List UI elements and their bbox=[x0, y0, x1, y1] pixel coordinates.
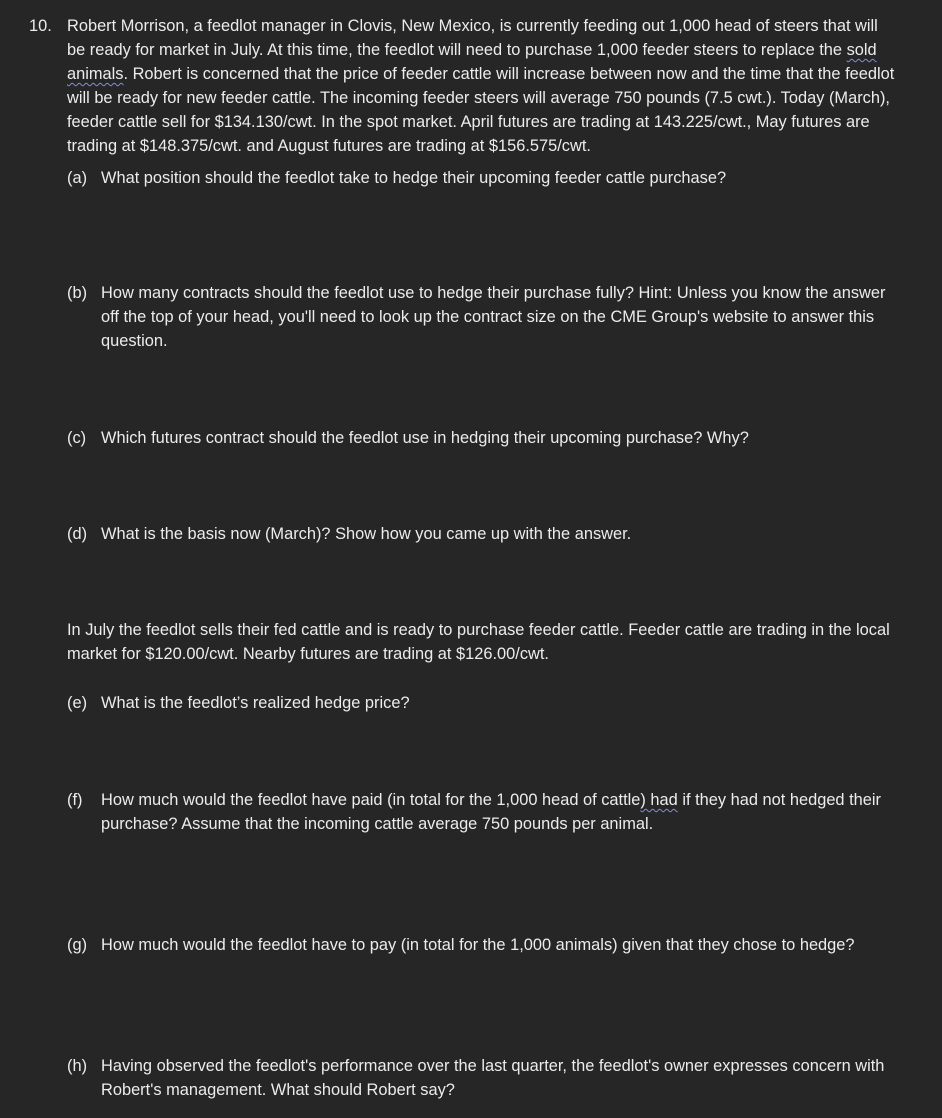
part-d-text: What is the basis now (March)? Show how you came up with the answer. bbox=[101, 525, 632, 543]
part-e-text: What is the feedlot’s realized hedge price? bbox=[101, 694, 410, 712]
part-f-label: (f) bbox=[67, 791, 83, 809]
part-b-label: (b) bbox=[67, 284, 88, 302]
part-f-text bbox=[101, 788, 907, 836]
part-d bbox=[67, 522, 907, 546]
part-g bbox=[67, 933, 907, 957]
part-f-text-start: How much would the feedlot have paid (in total for the 1,000 head of cattle bbox=[101, 791, 641, 809]
part-e bbox=[67, 691, 907, 715]
part-f-text-end: if they had not hedged their purchase? Assume that the incoming cattle average 750 pounds per animal. bbox=[101, 791, 881, 833]
spellcheck-underlined-text: ) had bbox=[640, 791, 678, 809]
part-b-text: How many contracts should the feedlot use to hedge their purchase fully? Hint: Unless you know the answer off the top of your head, you'll need to look up the contract size on the CME Group's website to answer this question. bbox=[101, 284, 886, 350]
part-e-label: (e) bbox=[67, 694, 88, 712]
question-text bbox=[67, 14, 899, 158]
part-c-label: (c) bbox=[67, 429, 87, 447]
part-c-text: Which futures contract should the feedlot use in hedging their upcoming purchase? Why? bbox=[101, 429, 749, 447]
question-text-start: Robert Morrison, a feedlot manager in Clovis, New Mexico, is currently feeding out 1,000 head of steers that will be ready for market in July. At this time, the feedlot will need to purchase 1,000 feeder steers to replace the bbox=[67, 17, 878, 59]
part-h-label: (h) bbox=[67, 1057, 88, 1075]
spellcheck-underlined-text: sold animals bbox=[67, 41, 877, 83]
part-g-text: How much would the feedlot have to pay (in total for the 1,000 animals) given that they chose to hedge? bbox=[101, 936, 855, 954]
part-h bbox=[67, 1054, 907, 1102]
part-h-text: Having observed the feedlot's performance over the last quarter, the feedlot's owner expresses concern with Robert's management. What should Robert say? bbox=[101, 1057, 885, 1099]
part-a-label: (a) bbox=[67, 169, 88, 187]
part-d-label: (d) bbox=[67, 525, 88, 543]
question-number: 10. bbox=[29, 17, 52, 35]
part-b bbox=[67, 281, 907, 353]
part-c bbox=[67, 426, 907, 450]
july-paragraph: In July the feedlot sells their fed cattle and is ready to purchase feeder cattle. Feeder cattle are trading in the local market for $120.00/cwt. Nearby futures are trading at $126.00/cwt. bbox=[67, 621, 890, 663]
part-g-label: (g) bbox=[67, 936, 88, 954]
part-a bbox=[67, 166, 907, 190]
part-f bbox=[67, 788, 907, 836]
question-10 bbox=[29, 14, 899, 158]
question-text-end: . Robert is concerned that the price of feeder cattle will increase between now and the time that the feedlot will be ready for new feeder cattle. The incoming feeder steers will average 750 pounds (7.5 cwt.). Today (March), feeder cattle sell for $134.130/cwt. In the spot market. April futures are trading at 143.225/cwt., May futures are trading at $148.375/cwt. and August futures are trading at $156.575/cwt. bbox=[67, 65, 895, 155]
part-a-text: What position should the feedlot take to hedge their upcoming feeder cattle purchase? bbox=[101, 169, 727, 187]
